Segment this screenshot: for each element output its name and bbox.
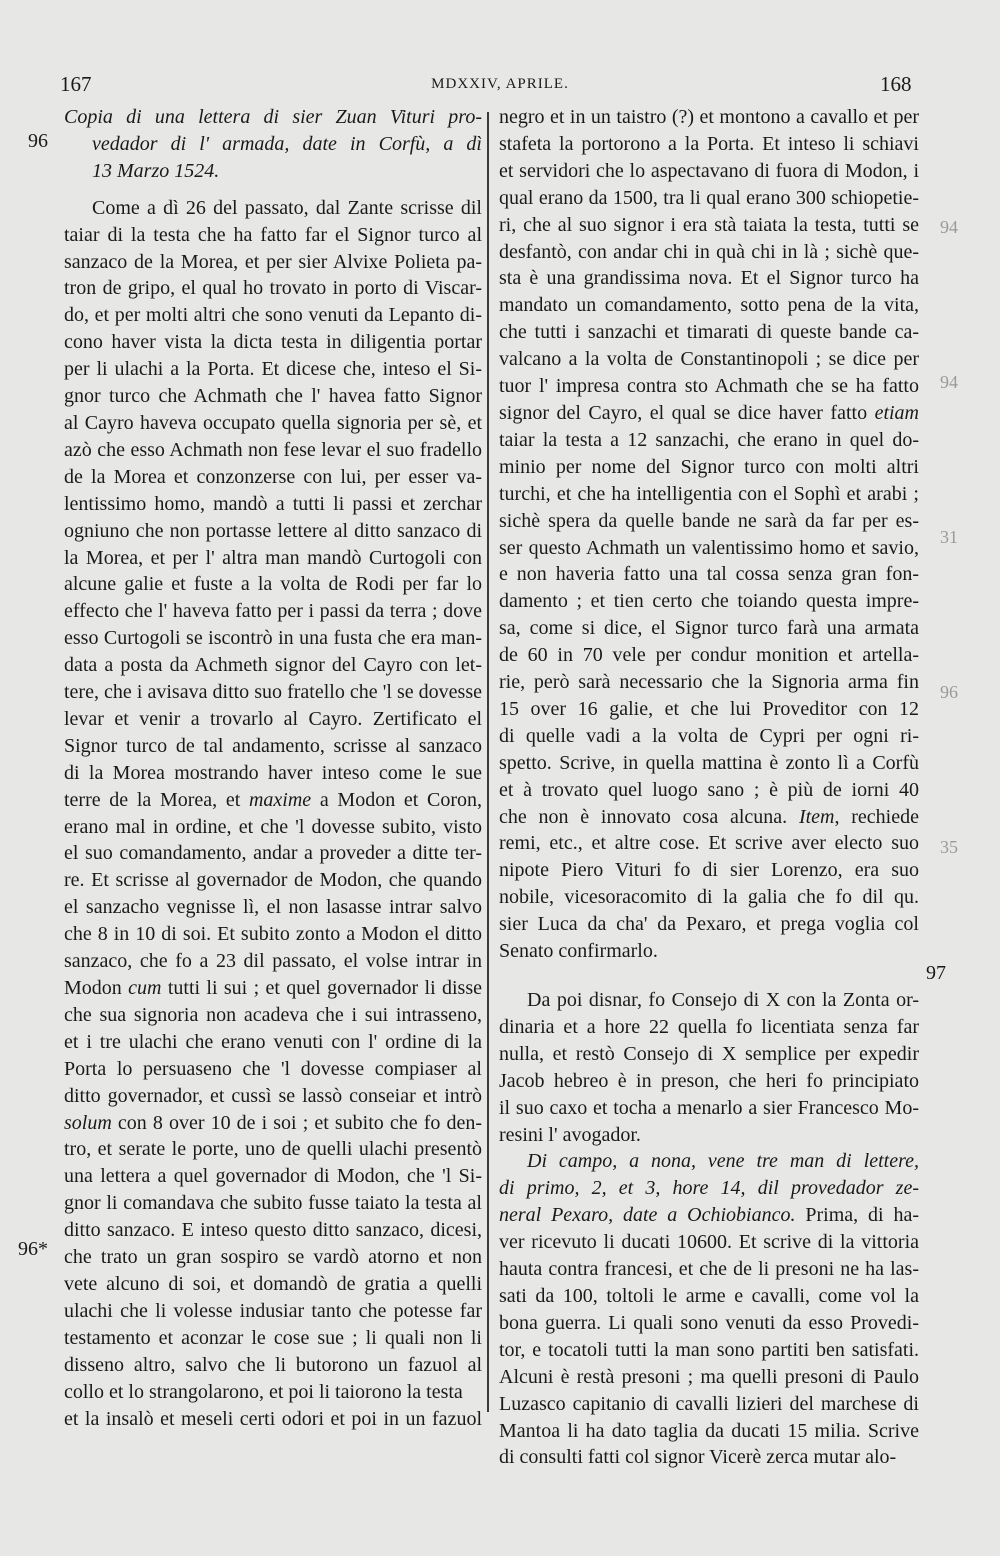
- margin-number: 96: [28, 130, 48, 152]
- bleed-through-number: 94: [940, 217, 958, 237]
- text-line: alcune galie et fuste a la volta de Rodi per far lo: [64, 573, 482, 596]
- text-line: stafeta la portorono a la Porta. Et inteso li schiavi: [499, 132, 919, 155]
- text-line: spetto. Scrive, in quella mattina è zonto lì a Corfù: [499, 751, 919, 774]
- text-line: de la Morea et conzonzerse con lui, per esser va-: [64, 465, 482, 488]
- text-line: di consulti fatti col signor Vicerè zerca mutar alo-: [499, 1446, 897, 1469]
- text-line: di quelle vadi a la volta de Cypri per ogni ri-: [499, 724, 919, 747]
- text-line: Di campo, a nona, vene tre man di lettere,: [527, 1150, 919, 1173]
- text-line: nulla, et restò Consejo di X semplice per expedir: [499, 1042, 919, 1065]
- text-line: che trato un gran sospiro se vardò atorno et non: [64, 1246, 482, 1269]
- text-line: vete alcuno di soi, et domandò de gratia a quelli: [64, 1272, 482, 1295]
- text-line: remi, etc., et altre cose. Et scrive aver electo suo: [499, 832, 919, 855]
- text-line: e non haveria fatto una tal cossa senza gran fon-: [499, 563, 919, 586]
- text-line: azò che esso Achmath non fese levar el suo fradello: [64, 438, 482, 461]
- text-line: qual erano da 1500, tra li qual erano 300 schiopetie-: [499, 186, 919, 209]
- text-line: hauta contra francesi, et che de li presoni ne ha las-: [499, 1258, 919, 1281]
- text-line: terre de la Morea, et maxime a Modon et Coron,: [64, 788, 483, 811]
- text-line: et à trovato quel luogo sano ; è più de iorni 40: [499, 778, 919, 801]
- text-line: turchi, et che ha intelligentia con el Sophì et arabi ;: [499, 482, 919, 505]
- text-line: sier Luca da cha' da Pexaro, et prega voglia col: [499, 913, 919, 936]
- text-line: sati da 100, toltoli le arme e cavalli, come vol la: [499, 1284, 919, 1307]
- text-line: tor, e tocatoli tutti la man sono partiti ben satisfati.: [499, 1338, 919, 1361]
- text-line: do, et per molti altri che sono venuti da Lepanto di-: [64, 304, 482, 327]
- text-line: effecto che l' haveva fatto per i passi da terra ; dove: [64, 600, 482, 623]
- text-line: ver ricevuto li ducati 10600. Et scrive di la vittoria: [499, 1231, 919, 1254]
- margin-number: 96*: [18, 1238, 48, 1260]
- text-line: sta è una grandissima nova. Et el Signor turco ha: [499, 267, 919, 290]
- text-line: collo et lo strangolarono, et poi li taiorono la testa: [64, 1380, 463, 1403]
- text-line: taiar di la testa che ha fatto far el Signor turco al: [64, 223, 482, 246]
- text-line: nipote Piero Vituri fo di sier Lorenzo, era suo: [499, 859, 919, 882]
- bleed-through-number: 94: [940, 372, 958, 392]
- text-line: lentissimo homo, mandò a tutti li passi et zerchar: [64, 492, 482, 515]
- text-line: al Cayro haveva occupato quella signoria per sè, et: [64, 411, 482, 434]
- text-line: per li ulachi a la Porta. Et dicese che, inteso el Si-: [64, 358, 482, 381]
- text-line: di la Morea mostrando haver inteso come le sue: [64, 761, 482, 784]
- text-line: rie, però sarà necessario che la Signoria arma fin: [499, 671, 919, 694]
- text-line: Alcuni è restà presoni ; ma quelli presoni di Paulo: [499, 1365, 919, 1388]
- bleed-through-number: 35: [940, 837, 958, 857]
- text-line: Copia di una lettera di sier Zuan Vituri pro-: [64, 106, 482, 128]
- text-line: tro, et serate le porte, uno de quelli ulachi presentò: [64, 1138, 482, 1161]
- text-line: et servidori che lo aspectavano di fuora di Modon, i: [499, 159, 919, 182]
- text-line: di primo, 2, et 3, hore 14, dil provedador ze-: [499, 1177, 919, 1200]
- text-line: ser questo Achmath un valentissimo homo et savio,: [499, 536, 919, 559]
- text-line: 13 Marzo 1524.: [92, 159, 220, 182]
- text-line: el sanzacho vegnisse lì, el non lasasse intrar salvo: [64, 896, 482, 919]
- text-line: erano mal in ordine, et che 'l dovesse subito, visto: [64, 815, 482, 838]
- left-column: [64, 104, 482, 1432]
- text-line: signor del Cayro, el qual se dice haver fatto etiam: [499, 401, 919, 424]
- text-line: gnor li comandava che subito fusse taiato la testa al: [64, 1192, 482, 1215]
- text-line: ogniuno che non portasse lettere al ditto sanzaco di: [64, 519, 482, 542]
- bleed-through-margin: [940, 150, 958, 925]
- text-line: Jacob hebreo è in preson, che heri fo principiato: [499, 1069, 919, 1092]
- text-line: che 8 in 10 di soi. Et subito zonto a Modon el ditto: [64, 923, 482, 946]
- text-line: sanzaco de la Morea, et per sier Alvixe Polieta pa-: [64, 250, 482, 273]
- text-line: ri, che al suo signor i era stà taiata la testa, tutti se: [499, 213, 919, 236]
- text-line: la Morea, et per l' altra man mandò Curtogoli con: [64, 546, 482, 569]
- text-line: ditto governador, et cussì se lassò conseiar et intrò: [64, 1084, 482, 1107]
- text-line: Modon cum tutti li sui ; et quel governador li disse: [64, 977, 482, 999]
- text-line: nobile, vicesoracomito di la galia che fo dil qu.: [499, 886, 919, 909]
- text-line: Da poi disnar, fo Consejo di X con la Zonta or-: [527, 989, 919, 1011]
- text-line: Signor turco de tal andamento, scrisse al sanzaco: [64, 734, 482, 757]
- text-line: sa, come si dice, el Signor turco farà una armata: [499, 617, 919, 640]
- text-line: bona guerra. Li quali sono venuti da esso Provedi-: [499, 1311, 919, 1334]
- text-line: taiar la testa a 12 sanzachi, che erano in quel do-: [499, 428, 919, 451]
- text-line: Senato confirmarlo.: [499, 940, 658, 963]
- text-line: el suo comandamento, andar a proveder a ditte ter-: [64, 842, 482, 865]
- text-line: negro et in un taistro (?) et montono a cavallo et per: [499, 106, 919, 128]
- text-line: ditto sanzaco. E inteso questo ditto sanzaco, dicesi,: [64, 1219, 482, 1242]
- text-line: Porta lo persuaseno che 'l dovesse compiaser al: [64, 1057, 482, 1080]
- text-line: de 60 in 70 vele per condur monition et artella-: [499, 644, 919, 667]
- text-line: una lettera a quel governador di Modon, che 'l Si-: [64, 1165, 482, 1188]
- text-line: gnor turco che Achmath che l' havea fatto Signor: [64, 385, 482, 408]
- right-column: [499, 104, 919, 1471]
- text-line: esso Curtogoli se iscontrò in una fusta che era man-: [64, 627, 482, 650]
- text-line: Come a dì 26 del passato, dal Zante scrisse dil: [92, 196, 482, 219]
- text-line: solum con 8 over 10 de i soi ; et subito che fo den-: [64, 1111, 482, 1134]
- text-line: tron de gripo, el qual ho trovato in porto di Viscar-: [64, 277, 482, 300]
- bleed-through-number: 96: [940, 682, 958, 702]
- text-line: levar et venir a trovarlo al Cayro. Zertificato el: [64, 707, 482, 730]
- text-line: resini l' avogador.: [499, 1123, 641, 1146]
- text-line: testamento et aconzar le cose sue ; li quali non li: [64, 1326, 482, 1349]
- text-line: tuor l' impresa contra sto Achmath che se ha fatto: [499, 375, 919, 398]
- text-line: re. Et scrisse al governador de Modon, che quando: [64, 869, 482, 892]
- text-line: ulachi che li volesse indusiar tanto che potesse far: [64, 1299, 482, 1322]
- text-line: et i tre ulachi che erano venuti con l' ordine di la: [64, 1030, 482, 1053]
- column-divider: [487, 112, 489, 1412]
- text-line: minio per nome del Signor turco con molti altri: [499, 455, 919, 478]
- text-line: neral Pexaro, date a Ochiobianco. Prima, di ha-: [499, 1204, 919, 1227]
- text-line: et la insalò et meseli certi odori et poi in un fazuol: [64, 1407, 482, 1430]
- text-line: cono haver vista la dicta testa in diligentia portar: [64, 331, 482, 354]
- text-line: il suo caxo et tocha a menarlo a sier Francesco Mo-: [499, 1096, 919, 1119]
- text-line: vedador di l' armada, date in Corfù, a dì: [92, 132, 482, 155]
- text-line: valcano a la volta de Constantinopoli ; se dice per: [499, 348, 919, 371]
- left-page-number: 167: [60, 72, 92, 96]
- text-line: che sua signoria non acadeva che i sui intrasseno,: [64, 1003, 482, 1026]
- bleed-through-number: 31: [940, 527, 958, 547]
- text-line: Luzasco capitanio di cavalli lizieri del marchese di: [499, 1392, 919, 1415]
- text-line: disseno altro, salvo che li butorono un fazuol al: [64, 1353, 482, 1376]
- margin-number: 97: [926, 962, 946, 984]
- text-line: data a posta da Achmeth signor del Cayro con let-: [64, 654, 482, 677]
- text-line: 15 over 16 galie, et che lui Proveditor con 12: [499, 697, 919, 720]
- text-line: mandato un comandamento, sotto pena de la vita,: [499, 294, 919, 317]
- text-line: tere, che i avisava ditto suo fratello che 'l se dovesse: [64, 681, 482, 704]
- text-line: damento ; et tien certo che toiando questa impre-: [499, 590, 919, 613]
- text-line: dinaria et a hore 22 quella fo licentiata senza far: [499, 1015, 919, 1038]
- text-line: sanzaco, che fo a 23 dil passato, el volse intrar in: [64, 950, 482, 973]
- text-line: che non è innovato cosa alcuna. Item, rechiede: [499, 805, 919, 828]
- text-line: sichè spera da quelle bande ne sarà da far per es-: [499, 509, 919, 532]
- text-line: che tutti i sanzachi et timarati di queste bande ca-: [499, 321, 919, 344]
- text-line: desfantò, con andar chi in quà chi in là ; sichè que-: [499, 240, 919, 263]
- running-title: MDXXIV, APRILE.: [431, 76, 569, 92]
- right-page-number: 168: [880, 72, 912, 96]
- text-line: Mantoa li ha dato taglia da ducati 15 milia. Scrive: [499, 1419, 919, 1442]
